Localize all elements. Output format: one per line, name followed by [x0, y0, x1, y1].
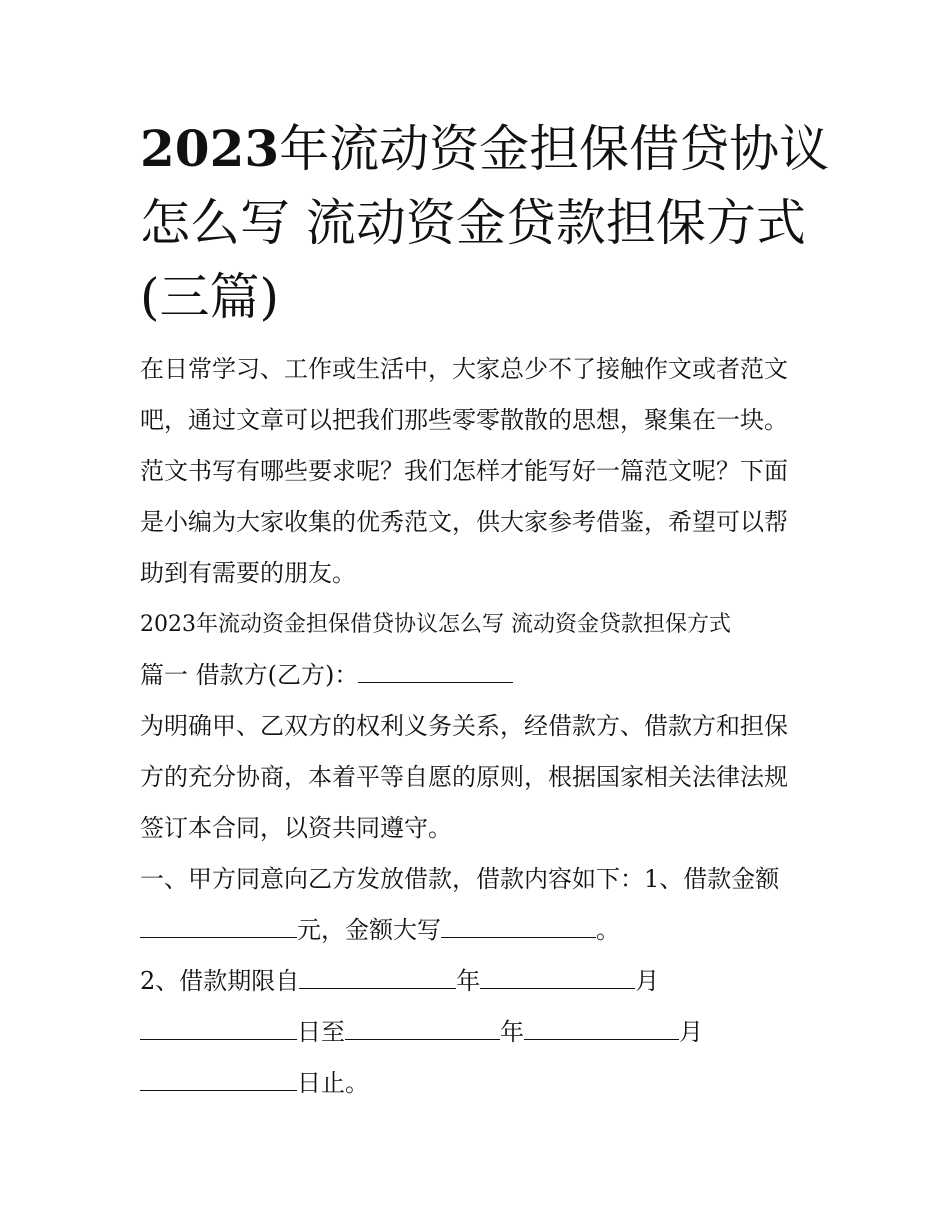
end-day-blank [140, 1072, 297, 1091]
day-to-label: 日至 [297, 1018, 345, 1046]
clause-2-line-2 [140, 1007, 820, 1058]
start-day-blank [140, 1021, 297, 1040]
title-year: 2023 [140, 119, 280, 178]
title-line-1 [140, 112, 830, 186]
intro-line: 吧，通过文章可以把我们那些零零散散的思想，聚集在一块。 [140, 406, 788, 434]
start-month-blank [480, 970, 635, 989]
title-line-3: (三篇) [140, 268, 280, 326]
end-month-blank [524, 1021, 679, 1040]
clause-1-amount-line [140, 905, 820, 956]
clause-2-line-3 [140, 1058, 820, 1109]
subtitle-line: 2023年流动资金担保借贷协议怎么写 流动资金贷款担保方式 [140, 612, 731, 637]
intro-line: 在日常学习、工作或生活中，大家总少不了接触作文或者范文 [140, 355, 788, 383]
document-page [140, 112, 830, 1109]
amount-unit-label: 元，金额大写 [297, 916, 441, 944]
clause-2-line [140, 956, 820, 1007]
purpose-line: 签订本合同，以资共同遵守。 [140, 814, 452, 842]
borrower-blank [358, 664, 513, 683]
end-year-blank [345, 1021, 500, 1040]
clause-1-line: 一、甲方同意向乙方发放借款，借款内容如下：1、借款金额 [140, 865, 780, 893]
year-label-2: 年 [500, 1018, 524, 1046]
title-line-2: 怎么写 流动资金贷款担保方式 [140, 194, 806, 252]
section-label-line [140, 650, 820, 701]
intro-line: 是小编为大家收集的优秀范文，供大家参考借鉴，希望可以帮 [140, 508, 788, 536]
intro-line: 范文书写有哪些要求呢？我们怎样才能写好一篇范文呢？下面 [140, 457, 788, 485]
day-end-label: 日止。 [297, 1069, 369, 1097]
title-line-1-text: 年流动资金担保借贷协议 [279, 120, 830, 178]
section-label: 篇一 借款方(乙方)： [140, 661, 359, 689]
intro-line: 助到有需要的朋友。 [140, 559, 356, 587]
amount-end: 。 [596, 916, 620, 944]
document-body [140, 344, 820, 1109]
year-label: 年 [456, 967, 481, 995]
term-prefix: 2、借款期限自 [140, 967, 300, 995]
purpose-line: 为明确甲、乙双方的权利义务关系，经借款方、借款方和担保 [140, 712, 788, 740]
document-title [140, 112, 830, 334]
month-label-2: 月 [679, 1018, 703, 1046]
month-label: 月 [635, 967, 660, 995]
start-year-blank [299, 970, 456, 989]
amount-words-blank [441, 919, 596, 938]
purpose-line: 方的充分协商，本着平等自愿的原则，根据国家相关法律法规 [140, 763, 788, 791]
amount-blank [140, 919, 297, 938]
